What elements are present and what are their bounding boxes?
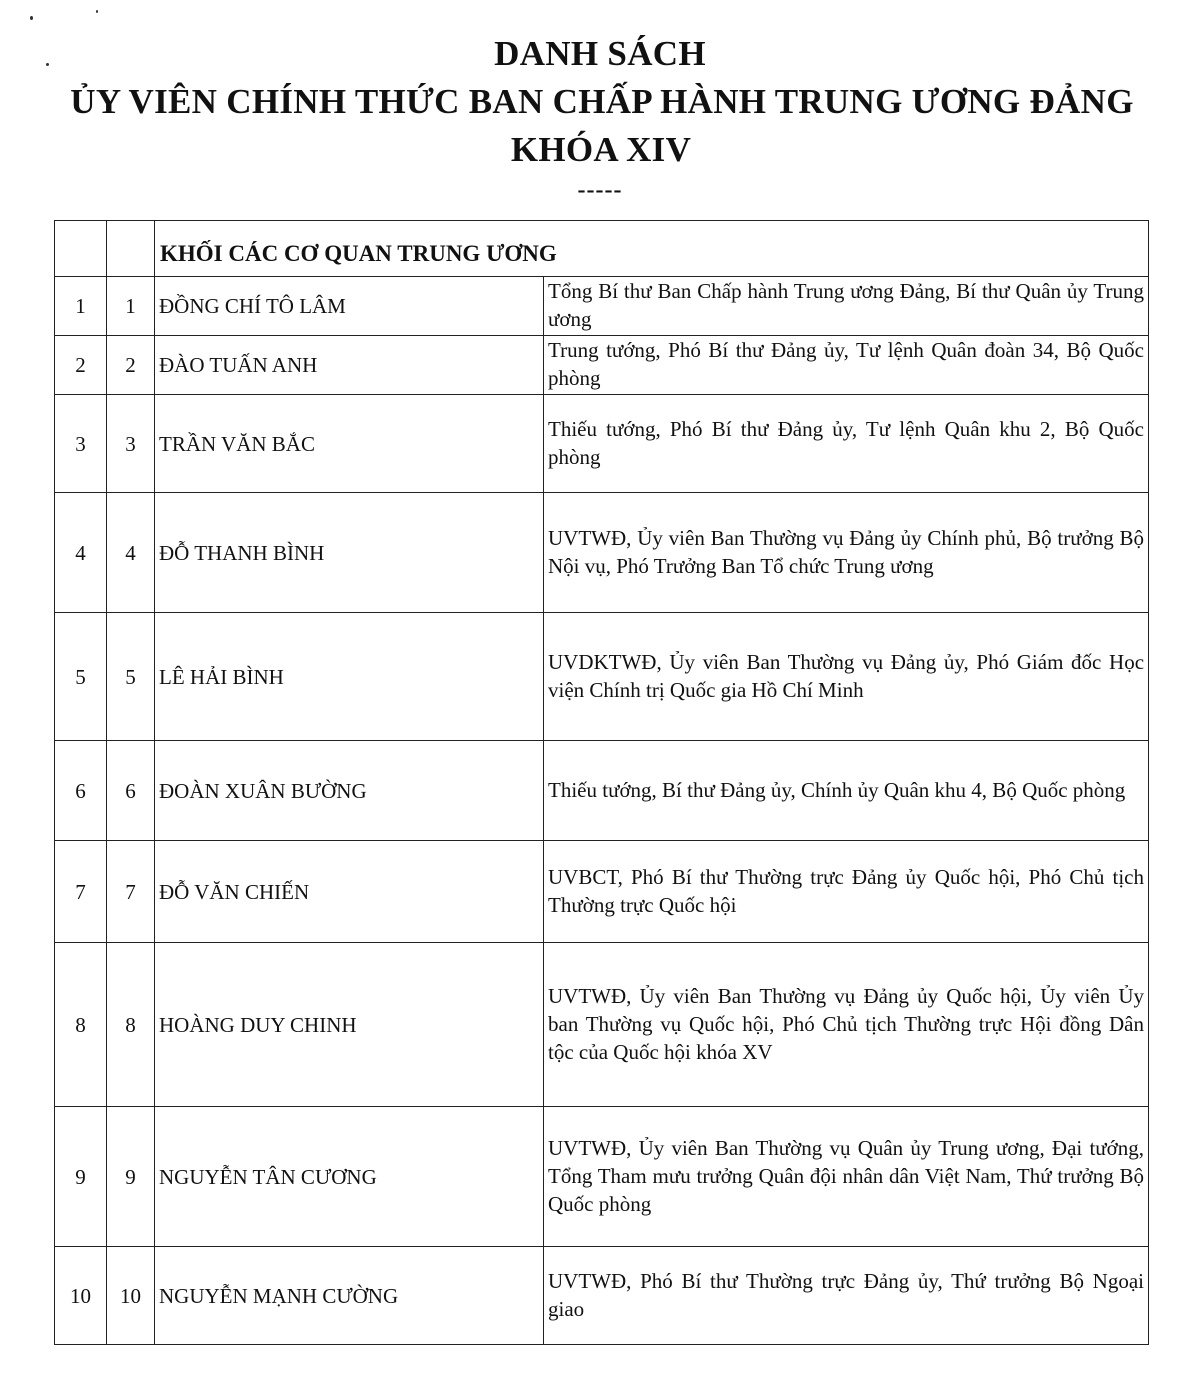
member-name: HOÀNG DUY CHINH <box>155 943 544 1107</box>
member-position: UVTWĐ, Ủy viên Ban Thường vụ Đảng ủy Quốc hội, Ủy viên Ủy ban Thường vụ Quốc hội, Phó Chủ tịch Thường trực Hội đồng Dân tộc của Quốc hội khóa XV <box>544 943 1149 1107</box>
member-name: ĐỒNG CHÍ TÔ LÂM <box>155 277 544 336</box>
member-name: LÊ HẢI BÌNH <box>155 613 544 741</box>
row-number: 7 <box>55 841 107 943</box>
row-group-number: 6 <box>107 741 155 841</box>
member-name: ĐOÀN XUÂN BƯỜNG <box>155 741 544 841</box>
row-group-number: 9 <box>107 1107 155 1247</box>
table-row <box>55 395 1149 493</box>
table-row <box>55 336 1149 395</box>
member-position: UVDKTWĐ, Ủy viên Ban Thường vụ Đảng ủy, Phó Giám đốc Học viện Chính trị Quốc gia Hồ Chí Minh <box>544 613 1149 741</box>
title-line-2: ỦY VIÊN CHÍNH THỨC BAN CHẤP HÀNH TRUNG ƯƠNG ĐẢNG <box>70 82 1134 121</box>
member-position: Thiếu tướng, Bí thư Đảng ủy, Chính ủy Quân khu 4, Bộ Quốc phòng <box>544 741 1149 841</box>
member-position: Trung tướng, Phó Bí thư Đảng ủy, Tư lệnh Quân đoàn 34, Bộ Quốc phòng <box>544 336 1149 395</box>
row-number: 5 <box>55 613 107 741</box>
title-line-3: KHÓA XIV <box>510 130 692 169</box>
row-number: 6 <box>55 741 107 841</box>
row-group-number: 8 <box>107 943 155 1107</box>
table-row <box>55 1247 1149 1345</box>
row-number: 3 <box>55 395 107 493</box>
table-row <box>55 1107 1149 1247</box>
member-name: NGUYỄN MẠNH CƯỜNG <box>155 1247 544 1345</box>
table-row <box>55 613 1149 741</box>
group-heading-row <box>55 221 1149 277</box>
member-name: ĐÀO TUẤN ANH <box>155 336 544 395</box>
row-number: 1 <box>55 277 107 336</box>
table-row <box>55 943 1149 1107</box>
member-name: ĐỖ VĂN CHIẾN <box>155 841 544 943</box>
row-group-number: 4 <box>107 493 155 613</box>
member-position: UVTWĐ, Ủy viên Ban Thường vụ Đảng ủy Chính phủ, Bộ trưởng Bộ Nội vụ, Phó Trưởng Ban Tổ chức Trung ương <box>544 493 1149 613</box>
row-group-number: 2 <box>107 336 155 395</box>
member-name: TRẦN VĂN BẮC <box>155 395 544 493</box>
row-group-number: 10 <box>107 1247 155 1345</box>
row-number: 10 <box>55 1247 107 1345</box>
table-row <box>55 841 1149 943</box>
row-group-number: 5 <box>107 613 155 741</box>
document-title <box>0 30 1200 202</box>
member-position: UVTWĐ, Phó Bí thư Thường trực Đảng ủy, Thứ trưởng Bộ Ngoại giao <box>544 1247 1149 1345</box>
table-row <box>55 741 1149 841</box>
member-position: UVTWĐ, Ủy viên Ban Thường vụ Quân ủy Trung ương, Đại tướng, Tổng Tham mưu trưởng Quân đội nhân dân Việt Nam, Thứ trưởng Bộ Quốc phòng <box>544 1107 1149 1247</box>
row-group-number: 7 <box>107 841 155 943</box>
member-position: UVBCT, Phó Bí thư Thường trực Đảng ủy Quốc hội, Phó Chủ tịch Thường trực Quốc hội <box>544 841 1149 943</box>
row-number: 8 <box>55 943 107 1107</box>
row-number: 9 <box>55 1107 107 1247</box>
row-number: 2 <box>55 336 107 395</box>
table-row <box>55 493 1149 613</box>
title-line-1: DANH SÁCH <box>494 34 706 73</box>
table-row <box>55 277 1149 336</box>
empty-cell <box>55 221 107 277</box>
member-position: Tổng Bí thư Ban Chấp hành Trung ương Đảng, Bí thư Quân ủy Trung ương <box>544 277 1149 336</box>
member-position: Thiếu tướng, Phó Bí thư Đảng ủy, Tư lệnh Quân khu 2, Bộ Quốc phòng <box>544 395 1149 493</box>
empty-cell <box>107 221 155 277</box>
row-group-number: 3 <box>107 395 155 493</box>
member-name: ĐỖ THANH BÌNH <box>155 493 544 613</box>
members-table <box>54 220 1149 1345</box>
group-heading: KHỐI CÁC CƠ QUAN TRUNG ƯƠNG <box>155 221 1149 277</box>
title-separator: ----- <box>577 177 623 203</box>
member-name: NGUYỄN TÂN CƯƠNG <box>155 1107 544 1247</box>
row-group-number: 1 <box>107 277 155 336</box>
row-number: 4 <box>55 493 107 613</box>
